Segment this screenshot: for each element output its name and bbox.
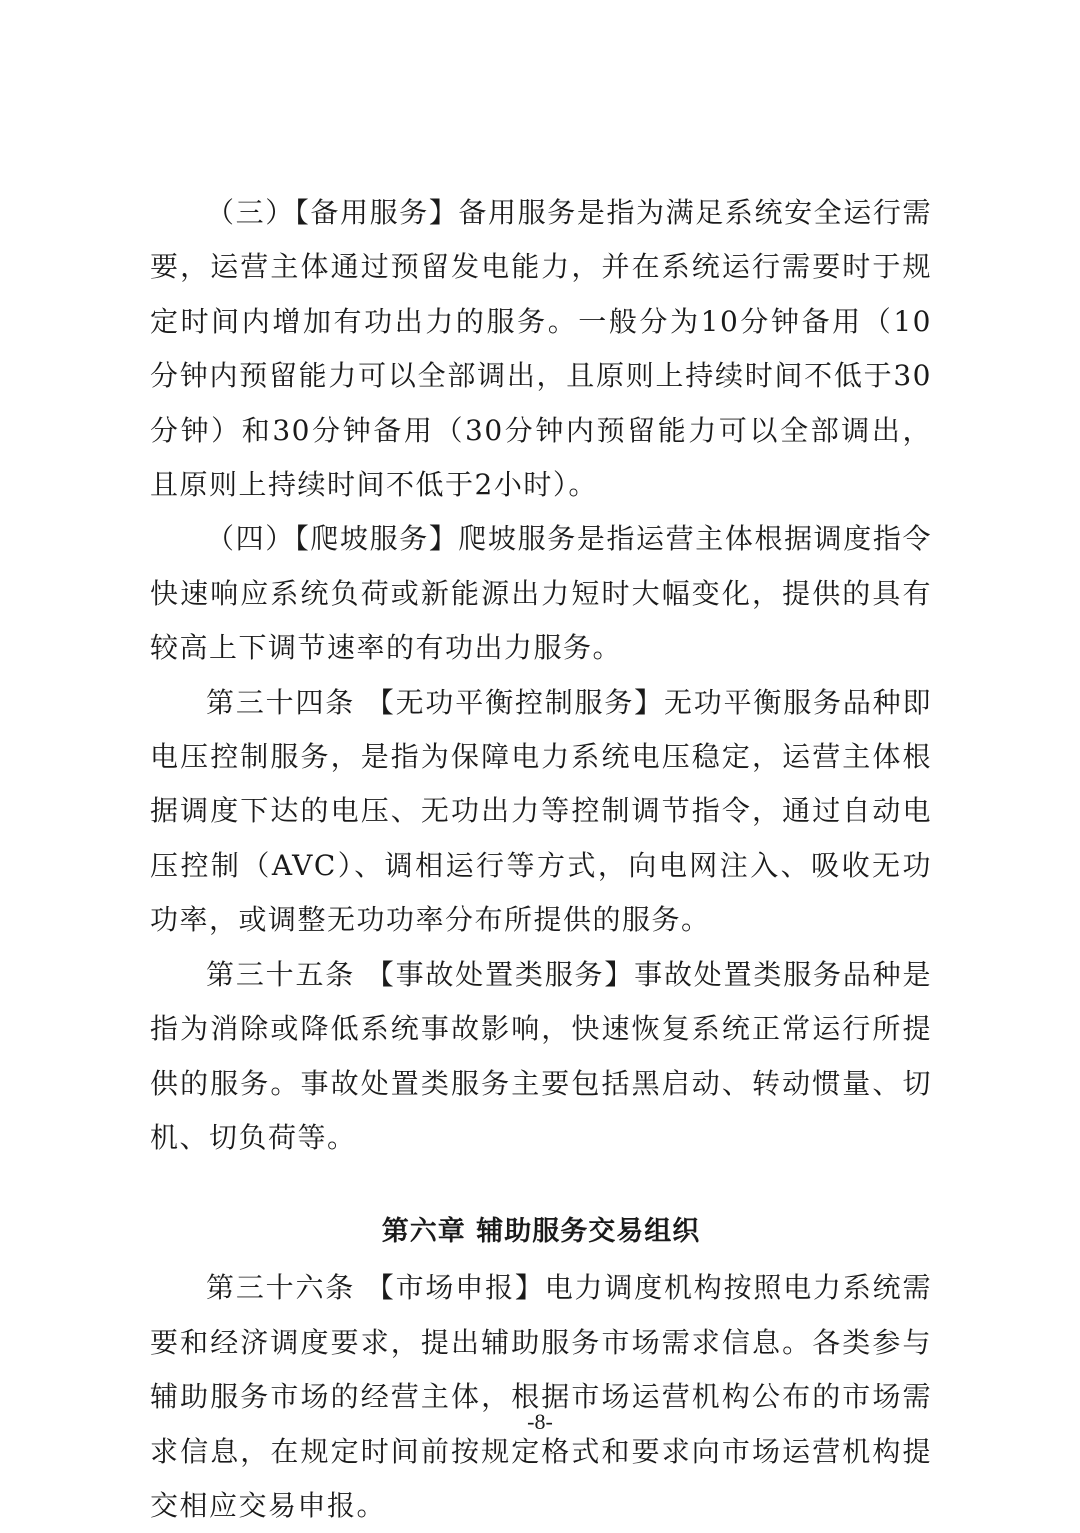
paragraph-article-34: 第三十四条 【无功平衡控制服务】无功平衡服务品种即电压控制服务，是指为保障电力系统电压稳定，运营主体根据调度下达的电压、无功出力等控制调节指令，通过自动电压控制（AVC）、调相运行等方式，向电网注入、吸收无功功率，或调整无功功率分布所提供的服务。 — [150, 685, 932, 937]
chapter-heading: 第六章 辅助服务交易组织 — [381, 1216, 701, 1248]
paragraph-article-36: 第三十六条 【市场申报】电力调度机构按照电力系统需要和经济调度要求，提出辅助服务市场需求信息。各类参与辅助服务市场的经营主体，根据市场运营机构公布的市场需求信息，在规定时间前按规定格式和要求向市场运营机构提交相应交易申报。 — [150, 1271, 932, 1522]
section-spacer — [150, 1165, 932, 1193]
paragraph-reserve-service: （三）【备用服务】备用服务是指为满足系统安全运行需要，运营主体通过预留发电能力，并在系统运行需要时于规定时间内增加有功出力的服务。一般分为10分钟备用（10分钟内预留能力可以全部调出，且原则上持续时间不低于30分钟）和30分钟备用（30分钟内预留能力可以全部调出，且原则上持续时间不低于2小时）。 — [150, 196, 932, 502]
page-body — [150, 186, 932, 1533]
page-number: -8- — [527, 1409, 553, 1434]
paragraph-article-35: 第三十五条 【事故处置类服务】事故处置类服务品种是指为消除或降低系统事故影响，快速恢复系统正常运行所提供的服务。事故处置类服务主要包括黑启动、转动惯量、切机、切负荷等。 — [150, 957, 932, 1154]
paragraph-ramping-service: （四）【爬坡服务】爬坡服务是指运营主体根据调度指令快速响应系统负荷或新能源出力短时大幅变化，提供的具有较高上下调节速率的有功出力服务。 — [150, 522, 932, 665]
